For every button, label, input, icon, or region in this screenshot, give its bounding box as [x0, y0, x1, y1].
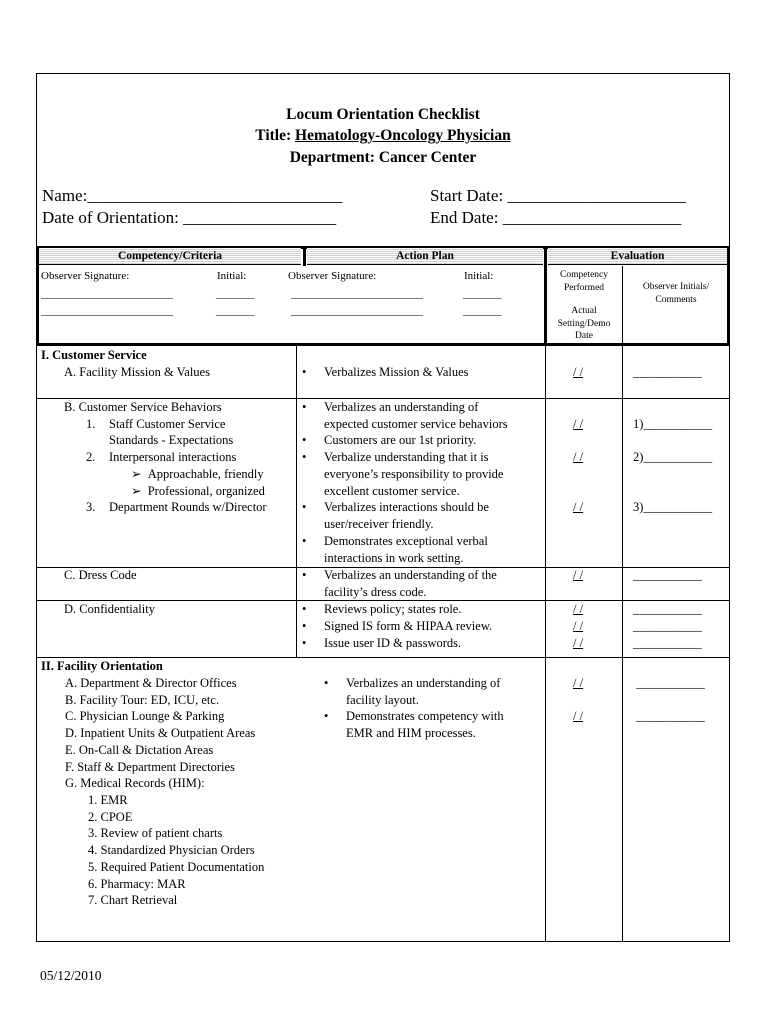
date-blank[interactable]: / /	[573, 636, 584, 650]
action-item-cont: interactions in work setting.	[324, 551, 464, 565]
header-evaluation: Evaluation	[548, 248, 727, 265]
sub-item: Department Rounds w/Director	[109, 500, 267, 514]
header-action-plan: Action Plan	[307, 248, 543, 265]
initial-line[interactable]: _______	[463, 288, 502, 300]
sub-sub-item: ➢ Approachable, friendly	[131, 467, 264, 481]
list-item: C. Physician Lounge & Parking	[65, 709, 225, 723]
date-of-orientation-field[interactable]: Date of Orientation: __________________	[42, 208, 337, 227]
header-competency: Competency/Criteria	[39, 248, 301, 265]
initial-label: Initial:	[217, 270, 247, 282]
list-sub-item: 6. Pharmacy: MAR	[88, 877, 186, 891]
list-sub-item: 3. Review of patient charts	[88, 826, 223, 840]
action-item: • Customers are our 1st priority.	[302, 433, 477, 447]
list-sub-item: 5. Required Patient Documentation	[88, 860, 265, 874]
sub-item: Standards - Expectations	[109, 433, 234, 447]
sub-number: 1.	[86, 417, 96, 431]
initial-label: Initial:	[464, 270, 494, 282]
sub-sub-item: ➢ Professional, organized	[131, 484, 265, 498]
comment-blank[interactable]: ___________	[633, 365, 702, 379]
doc-department: Department: Cancer Center	[289, 149, 477, 166]
actual-date-label: Actual Setting/Demo Date	[557, 306, 611, 341]
competency-performed-label: Competency Performed	[559, 270, 608, 293]
item-label: A. Facility Mission & Values	[64, 365, 210, 379]
action-item: • Demonstrates competency with	[324, 709, 504, 723]
sub-item: Staff Customer Service	[109, 417, 226, 431]
section-title: II. Facility Orientation	[41, 659, 163, 673]
initial-line[interactable]: _______	[216, 288, 255, 300]
list-sub-item: 4. Standardized Physician Orders	[88, 843, 255, 857]
sub-number: 2.	[86, 450, 96, 464]
initial-line[interactable]: _______	[216, 305, 255, 317]
date-blank[interactable]: / /	[573, 365, 584, 379]
comment-blank-2[interactable]: 2)___________	[633, 450, 713, 464]
title-value: Hematology-Oncology Physician	[295, 127, 511, 144]
action-item: • Reviews policy; states role.	[302, 602, 462, 616]
item-label: C. Dress Code	[64, 568, 137, 582]
date-blank[interactable]: / /	[573, 568, 584, 582]
item-label: D. Confidentiality	[64, 602, 155, 616]
action-item-cont: everyone’s responsibility to provide	[324, 467, 504, 481]
signature-line[interactable]: ________________________	[291, 288, 423, 300]
header-divider	[622, 266, 623, 344]
section-title: I. Customer Service	[41, 348, 147, 362]
column-divider	[622, 346, 623, 942]
action-item: • Issue user ID & passwords.	[302, 636, 462, 650]
action-item: • Verbalizes an understanding of	[324, 676, 501, 690]
list-item: A. Department & Director Offices	[65, 676, 237, 690]
list-item: E. On-Call & Dictation Areas	[65, 743, 214, 757]
action-item-cont: expected customer service behaviors	[324, 417, 508, 431]
action-item: • Verbalizes an understanding of the	[302, 568, 497, 582]
signature-line[interactable]: ________________________	[291, 305, 423, 317]
initial-line[interactable]: _______	[463, 305, 502, 317]
action-item: • Verbalizes an understanding of	[302, 400, 479, 414]
comment-blank-3[interactable]: 3)___________	[633, 500, 713, 514]
list-item: B. Facility Tour: ED, ICU, etc.	[65, 693, 220, 707]
list-item: F. Staff & Department Directories	[65, 760, 235, 774]
item-label: B. Customer Service Behaviors	[64, 400, 222, 414]
date-blank[interactable]: / /	[573, 450, 584, 464]
list-sub-item: 1. EMR	[88, 793, 128, 807]
header-divider	[544, 248, 547, 344]
doc-subtitle	[36, 127, 730, 145]
end-date-field[interactable]: End Date: _____________________	[430, 208, 682, 227]
observer-signature-label: Observer Signature:	[41, 270, 130, 282]
date-blank[interactable]: / /	[573, 602, 584, 616]
action-item: • Demonstrates exceptional verbal	[302, 534, 488, 548]
comment-blank[interactable]: ___________	[636, 676, 705, 690]
observer-signature-label: Observer Signature:	[288, 270, 377, 282]
title-prefix: Title:	[255, 127, 292, 144]
list-sub-item: 7. Chart Retrieval	[88, 893, 178, 907]
header-divider	[303, 248, 306, 266]
action-item: • Verbalizes Mission & Values	[302, 365, 469, 379]
list-item: D. Inpatient Units & Outpatient Areas	[65, 726, 256, 740]
action-item-cont: excellent customer service.	[324, 484, 460, 498]
action-item: • Verbalizes interactions should be	[302, 500, 489, 514]
comment-blank-1[interactable]: 1)___________	[633, 417, 713, 431]
date-blank[interactable]: / /	[573, 500, 584, 514]
sub-item: Interpersonal interactions	[109, 450, 237, 464]
action-item-cont: user/receiver friendly.	[324, 517, 434, 531]
action-item-cont: facility layout.	[346, 693, 419, 707]
comment-blank[interactable]: ___________	[633, 636, 702, 650]
sub-number: 3.	[86, 500, 96, 514]
date-blank[interactable]: / /	[573, 619, 584, 633]
action-item: • Verbalize understanding that it is	[302, 450, 489, 464]
comment-blank[interactable]: ___________	[636, 709, 705, 723]
list-sub-item: 2. CPOE	[88, 810, 133, 824]
action-item-cont: facility’s dress code.	[324, 585, 427, 599]
doc-title: Locum Orientation Checklist	[286, 106, 480, 123]
date-blank[interactable]: / /	[573, 676, 584, 690]
date-blank[interactable]: / /	[573, 709, 584, 723]
footer-date: 05/12/2010	[40, 968, 102, 983]
comment-blank[interactable]: ___________	[633, 619, 702, 633]
column-divider	[545, 346, 546, 942]
list-item: G. Medical Records (HIM):	[65, 776, 205, 790]
action-item: • Signed IS form & HIPAA review.	[302, 619, 493, 633]
signature-line[interactable]: ________________________	[41, 305, 173, 317]
date-blank[interactable]: / /	[573, 417, 584, 431]
signature-line[interactable]: ________________________	[41, 288, 173, 300]
name-field[interactable]: Name:______________________________	[42, 186, 343, 205]
comment-blank[interactable]: ___________	[633, 568, 702, 582]
action-item-cont: EMR and HIM processes.	[346, 726, 476, 740]
comment-blank[interactable]: ___________	[633, 602, 702, 616]
column-divider	[296, 346, 297, 658]
start-date-field[interactable]: Start Date: _____________________	[430, 186, 686, 205]
observer-initials-label: Observer Initials/ Comments	[642, 282, 710, 305]
